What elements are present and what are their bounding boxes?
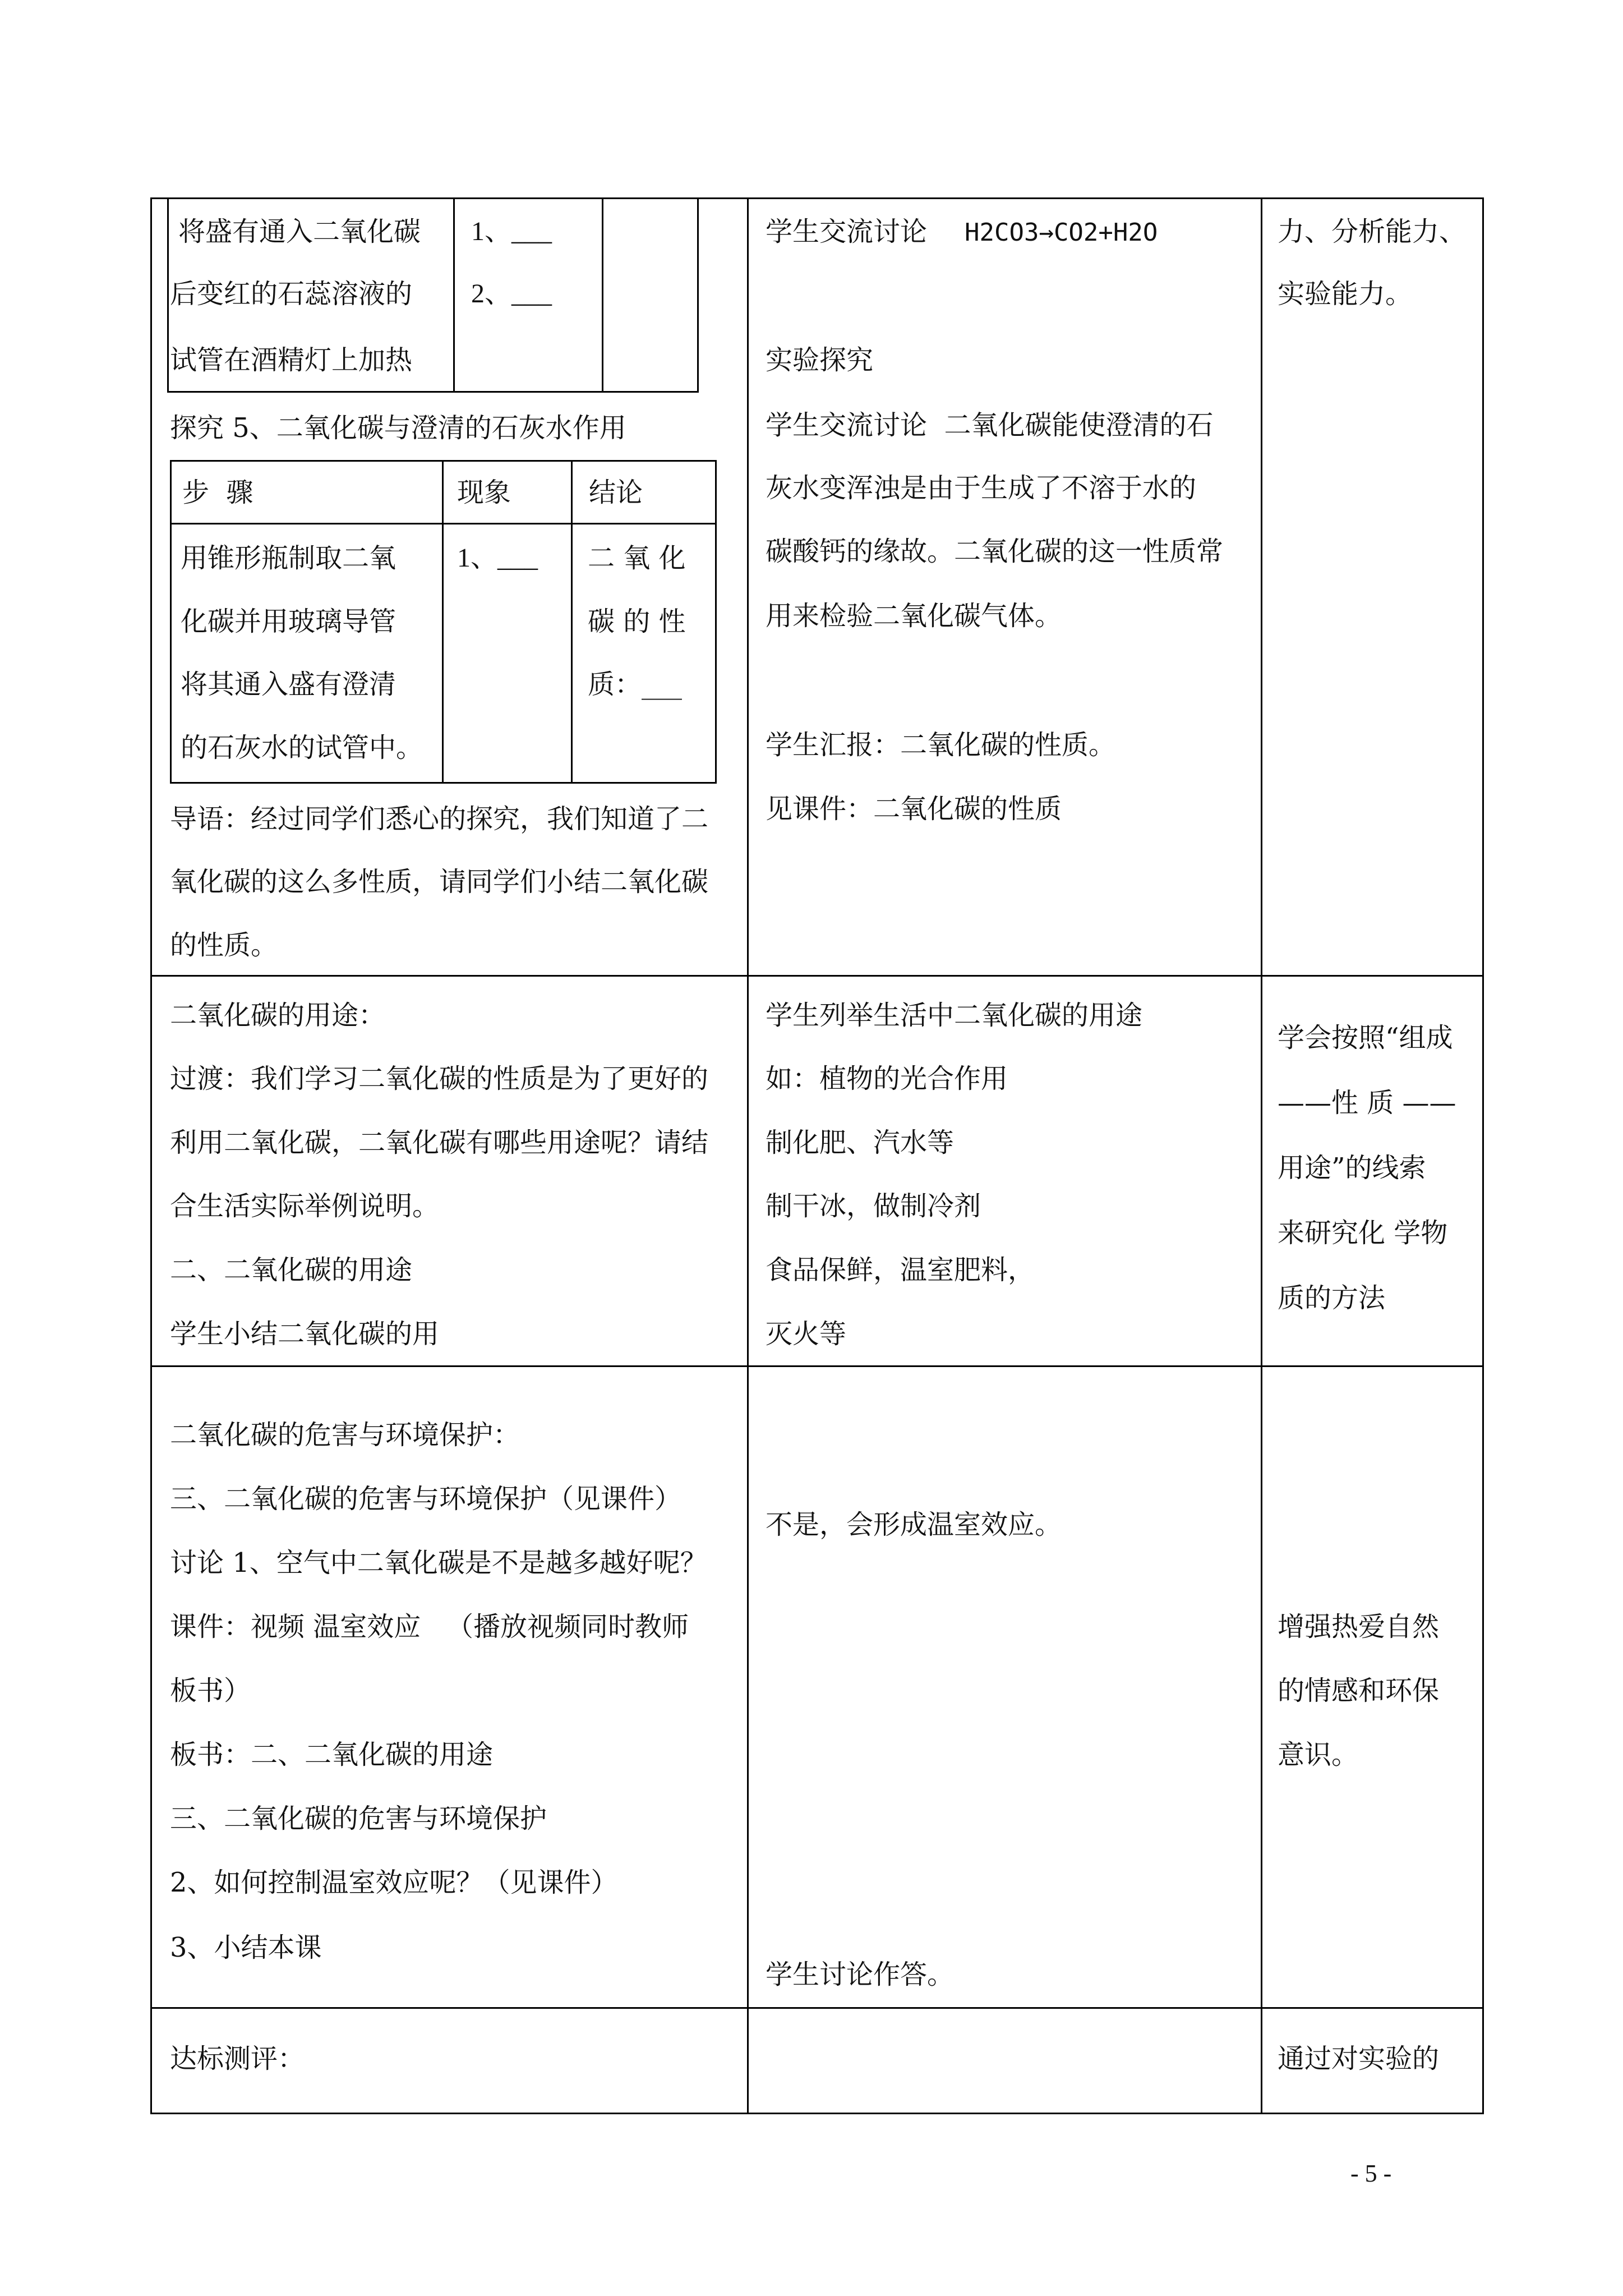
teacher-activity-line: 利用二氧化碳，二氧化碳有哪些用途呢？请结: [170, 1127, 709, 1158]
goal-line: ——性 质 ——: [1278, 1087, 1456, 1119]
goal-line: 质的方法: [1278, 1282, 1386, 1314]
student-activity-line: 学生汇报：二氧化碳的性质。: [766, 729, 1116, 761]
student-activity-line: 见课件：二氧化碳的性质: [766, 793, 1062, 825]
row-divider-1: [150, 975, 1484, 977]
student-activity-line: 灭火等: [766, 1318, 847, 1350]
column-divider-1: [747, 197, 749, 2114]
sub-table-b-step-line: 化碳并用玻璃导管: [181, 606, 396, 637]
sub-table-b-conclusion-line: 质：___: [588, 669, 683, 700]
sub-table-b-step-line: 的石灰水的试管中。: [181, 732, 423, 763]
sub-table-a-observation-2: 2、___: [471, 279, 552, 309]
chemical-equation: H2CO3→CO2+H2O: [965, 218, 1158, 247]
teacher-activity-line: 三、二氧化碳的危害与环境保护: [170, 1803, 547, 1834]
goal-line: 力、分析能力、: [1278, 216, 1467, 247]
guide-text-line: 的性质。: [170, 930, 278, 961]
teacher-activity-line: 二氧化碳的危害与环境保护：: [170, 1419, 520, 1451]
student-activity-line: 学生交流讨论: [766, 216, 928, 247]
student-activity-line: 用来检验二氧化碳气体。: [766, 600, 1062, 632]
student-activity-line: 实验探究: [766, 344, 874, 376]
teacher-activity-line: 课件：视频 温室效应 （播放视频同时教师: [170, 1611, 689, 1642]
teacher-activity-line: 板书）: [170, 1675, 251, 1706]
teacher-activity-line: 二、二氧化碳的用途: [170, 1254, 413, 1286]
teacher-activity-line: 3、小结本课: [170, 1932, 322, 1963]
goal-line: 增强热爱自然: [1278, 1611, 1440, 1642]
goal-line: 来研究化 学物: [1278, 1217, 1448, 1249]
sub-table-a-step-line: 将盛有通入二氧化碳: [178, 216, 421, 247]
goal-line: 通过对实验的: [1278, 2043, 1440, 2074]
probe-5-title: 探究 5、二氧化碳与澄清的石灰水作用: [170, 412, 626, 444]
teacher-activity-line: 过渡：我们学习二氧化碳的性质是为了更好的: [170, 1063, 709, 1094]
goal-line: 的情感和环保: [1278, 1675, 1440, 1706]
sub-table-a-observation-1: 1、___: [471, 217, 552, 246]
student-activity-line: 碳酸钙的缘故。二氧化碳的这一性质常: [766, 536, 1224, 567]
teacher-activity-line: 讨论 1、空气中二氧化碳是不是越多越好呢？: [170, 1547, 707, 1579]
student-activity-line: 学生交流讨论 二氧化碳能使澄清的石: [766, 409, 1214, 441]
table-border-bottom: [150, 2113, 1484, 2114]
row-divider-2: [150, 1365, 1484, 1367]
teacher-activity-line: 三、二氧化碳的危害与环境保护（见课件）: [170, 1483, 682, 1515]
goal-line: 用途”的线索: [1278, 1152, 1426, 1184]
sub-table-a-step-line: 试管在酒精灯上加热: [170, 344, 413, 376]
student-activity-line: 不是，会形成温室效应。: [766, 1509, 1062, 1540]
sub-table-b-header-conclusion: 结论: [589, 477, 643, 508]
sub-table-b-observation-1: 1、___: [457, 543, 538, 573]
teacher-activity-line: 合生活实际举例说明。: [170, 1190, 440, 1222]
guide-text-line: 导语：经过同学们悉心的探究，我们知道了二: [170, 803, 709, 835]
row-divider-3: [150, 2007, 1484, 2009]
table-border-top: [150, 197, 1484, 199]
student-activity-line: 食品保鲜，温室肥料，: [766, 1254, 1035, 1286]
sub-table-b-header-step: 步 骤: [182, 477, 253, 508]
page-number: - 5 -: [1350, 2160, 1392, 2187]
teacher-activity-line: 二氧化碳的用途：: [170, 1000, 386, 1031]
teacher-activity-line: 2、如何控制温室效应呢？（见课件）: [170, 1867, 618, 1898]
student-activity-line: 如：植物的光合作用: [766, 1063, 1008, 1094]
sub-table-a-step-line: 后变红的石蕊溶液的: [170, 278, 413, 310]
goal-line: 学会按照“组成: [1278, 1022, 1453, 1053]
student-activity-line: 制干冰，做制冷剂: [766, 1190, 981, 1222]
sub-table-b-conclusion-line: 碳 的 性: [588, 606, 686, 637]
sub-table-b-conclusion-line: 二 氧 化: [588, 542, 686, 574]
table-border-right: [1482, 197, 1484, 2114]
student-activity-line: 学生讨论作答。: [766, 1959, 955, 1990]
teacher-activity-line: 板书：二、二氧化碳的用途: [170, 1739, 494, 1770]
guide-text-line: 氧化碳的这么多性质，请同学们小结二氧化碳: [170, 866, 709, 898]
assessment-label: 达标测评：: [170, 2043, 305, 2074]
goal-line: 实验能力。: [1278, 278, 1413, 310]
column-divider-2: [1261, 197, 1262, 2114]
teacher-activity-line: 学生小结二氧化碳的用: [170, 1318, 440, 1350]
student-activity-line: 制化肥、汽水等: [766, 1127, 955, 1158]
student-activity-line: 灰水变浑浊是由于生成了不溶于水的: [766, 472, 1197, 504]
goal-line: 意识。: [1278, 1739, 1359, 1770]
sub-table-b-step-line: 将其通入盛有澄清: [181, 669, 396, 700]
sub-table-b-step-line: 用锥形瓶制取二氧: [181, 542, 396, 574]
table-border-left: [150, 197, 152, 2114]
student-activity-line: 学生列举生活中二氧化碳的用途: [766, 1000, 1143, 1031]
sub-table-b-header-observation: 现象: [457, 477, 511, 508]
